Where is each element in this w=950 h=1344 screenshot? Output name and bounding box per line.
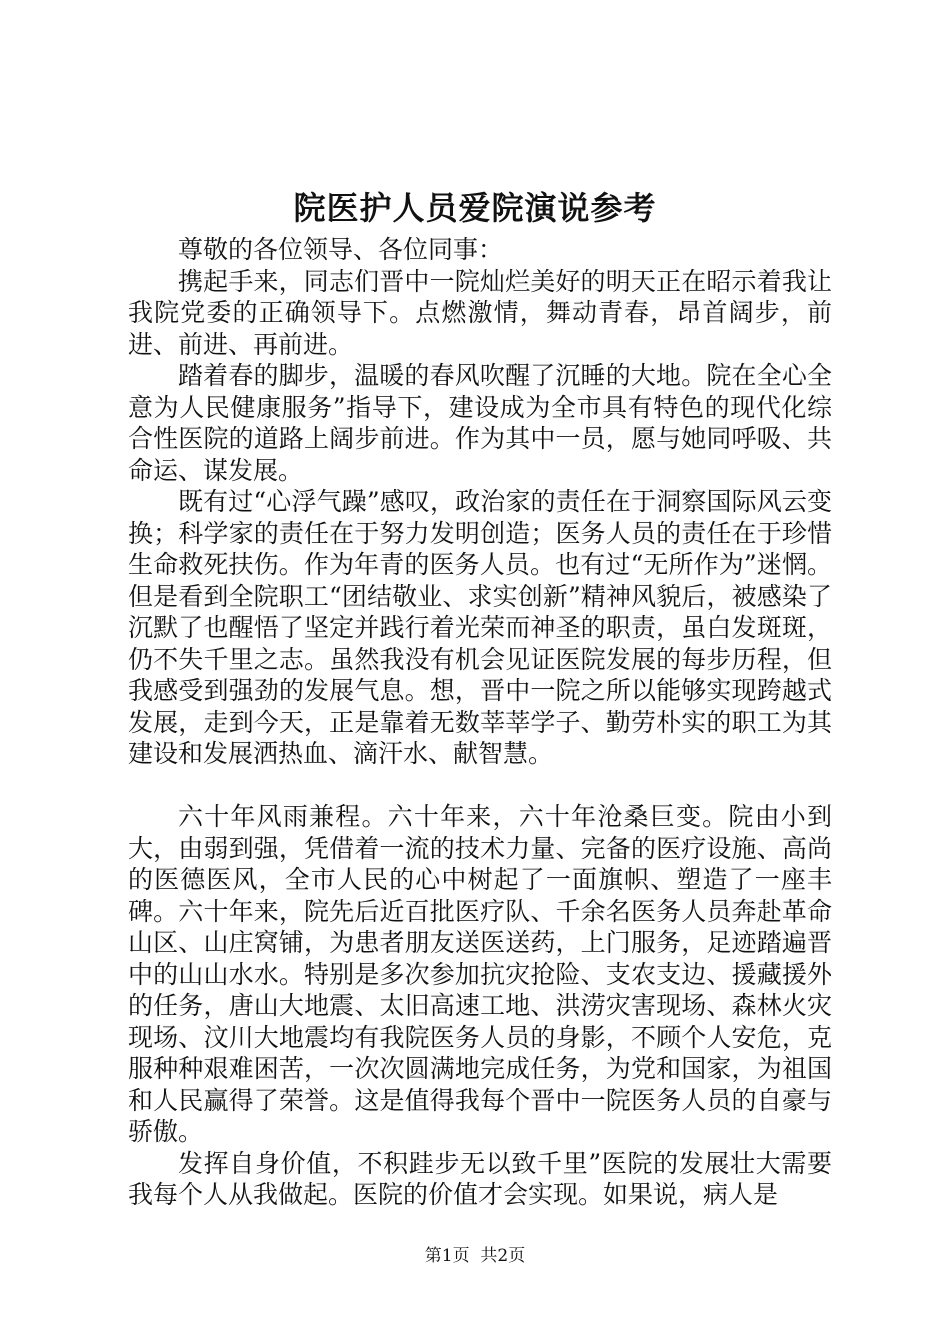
document-title: 院医护人员爱院演说参考	[293, 189, 657, 227]
page-number: 第1页 共2页	[424, 1246, 526, 1266]
document-body	[128, 234, 832, 1211]
paragraph: 既有过“心浮气躁”感叹，政治家的责任在于洞察国际风云变换；科学家的责任在于努力发明创造；医务人员的责任在于珍惜生命救死扶伤。作为年青的医务人员。也有过“无所作为”迷惘。但是看到全院职工“团结敬业、求实创新”精神风貌后，被感染了沉默了也醒悟了坚定并践行着光荣而神圣的职责，虽白发斑斑，仍不失千里之志。虽然我没有机会见证医院发展的每步历程，但我感受到强劲的发展气息。想，晋中一院之所以能够实现跨越式发展，走到今天，正是靠着无数莘莘学子、勤劳朴实的职工为其建设和发展洒热血、滴汗水、献智慧。	[128, 487, 832, 768]
page-footer	[0, 1244, 950, 1268]
paragraph: 携起手来，同志们晋中一院灿烂美好的明天正在昭示着我让我院党委的正确领导下。点燃激情，舞动青春，昂首阔步，前进、前进、再前进。	[128, 266, 832, 359]
paragraph-salutation: 尊敬的各位领导、各位同事：	[178, 235, 504, 264]
paragraph: 六十年风雨兼程。六十年来，六十年沧桑巨变。院由小到大，由弱到强，凭借着一流的技术力量、完备的医疗设施、高尚的医德医风，全市人民的心中树起了一面旗帜、塑造了一座丰碑。六十年来，院先后近百批医疗队、千余名医务人员奔赴革命山区、山庄窝铺，为患者朋友送医送药，上门服务，足迹踏遍晋中的山山水水。特别是多次参加抗灾抢险、支农支边、援藏援外的任务，唐山大地震、太旧高速工地、洪涝灾害现场、森林火灾现场、汶川大地震均有我院医务人员的身影，不顾个人安危，克服种种艰难困苦，一次次圆满地完成任务，为党和国家，为祖国和人民赢得了荣誉。这是值得我每个晋中一院医务人员的自豪与骄傲。	[128, 802, 832, 1146]
paragraph: 发挥自身价值，不积跬步无以致千里”医院的发展壮大需要我每个人从我做起。医院的价值才会实现。如果说，病人是	[128, 1148, 832, 1209]
paragraph: 踏着春的脚步，温暖的春风吹醒了沉睡的大地。院在全心全意为人民健康服务”指导下，建设成为全市具有特色的现代化综合性医院的道路上阔步前进。作为其中一员，愿与她同呼吸、共命运、谋发展。	[128, 361, 832, 485]
